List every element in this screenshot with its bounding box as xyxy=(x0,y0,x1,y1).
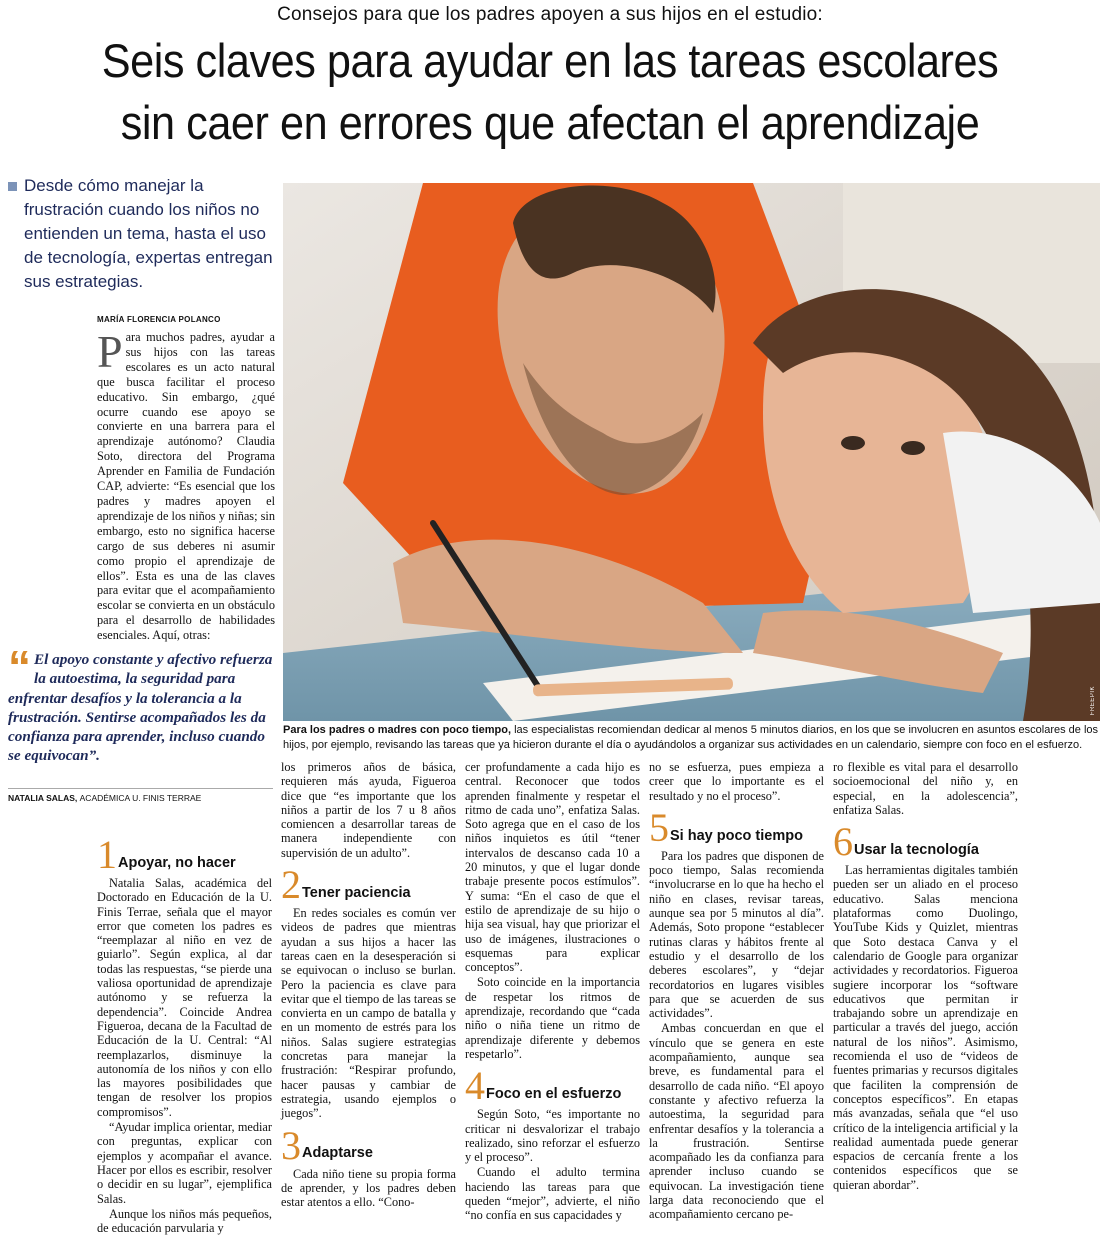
continued-paragraph: cer profundamente a cada hijo es central. Reconocer que todos aprenden finalmente y respetar el ritmo de cada uno”, enfatiza Salas. Soto agrega que en el caso de los niños inquietos es útil “tener intervalos de descanso cada 10 a 20 minutos, y que el lugar donde trabaje presente pocos estímulos”. Y suma: “En el caso de que el estilo de aprendizaje de su hijo o hija sea visual, hay que priorizar el uso de imágenes, ilustraciones o esquemas para explicar conceptos”. xyxy=(465,760,640,975)
section-paragraph: Para los padres que disponen de poco tiempo, Salas recomienda “involucrarse en lo que ha hecho el niño en clases, revisar tareas, aunque sea por 5 minutos al día”. Además, Soto propone “establecer rutinas claras y hábitos frente al estudio y el desarrollo de los deberes escolares”, y “dejar recordatorios en lugares visibles para que se acuerden de sus actividades”. xyxy=(649,848,824,1021)
section-number: 1 xyxy=(97,832,117,877)
continued-paragraph: no se esfuerza, pues empieza a creer que lo importante es el resultado y no el proceso”. xyxy=(649,760,824,803)
section-title: Tener paciencia xyxy=(302,884,411,901)
photo-illustration xyxy=(283,183,1100,721)
section-paragraph: En redes sociales es común ver videos de padres que mientras ayudan a sus hijos a hacer las tareas caen en la desesperación si se equivocan o incluso se burlan. Pero la paciencia es clave para evitar que el tiempo de las tareas se convierta en un campo de batalla y en un momento de estrés para los niños. Salas sugiere estrategias concretas para manejar la frustración: “Respirar profundo, hacer pausas y cambiar de estrategia, usando ejemplos o juegos”. xyxy=(281,906,456,1121)
column-4 xyxy=(649,760,824,1223)
column-2 xyxy=(281,760,456,1210)
column-3 xyxy=(465,760,640,1224)
byline: MARÍA FLORENCIA POLANCO xyxy=(97,315,221,324)
photo-caption xyxy=(283,723,1098,752)
headline-line-2: sin caer en errores que afectan el aprendizaje xyxy=(120,96,980,149)
section-2-heading xyxy=(281,862,456,908)
section-5-heading xyxy=(649,804,824,850)
section-paragraph: Aunque los niños más pequeños, de educación parvularia y xyxy=(97,1206,272,1236)
section-paragraph: Según Soto, “es importante no criticar ni desvalorizar el trabajo realizado, sino reforzar el esfuerzo y el proceso”. xyxy=(465,1107,640,1165)
dropcap: P xyxy=(97,326,123,377)
section-3-heading xyxy=(281,1122,456,1168)
section-1-heading xyxy=(97,832,272,877)
section-title: Si hay poco tiempo xyxy=(670,827,803,844)
lede-bullet-icon xyxy=(8,182,17,191)
section-paragraph: Las herramientas digitales también pueden ser un aliado en el proceso educativo. Salas menciona plataformas como Duolingo, YouTube Kids y Quizlet, mientras que Soto destaca Canva y el calendario de Google para organizar actividades y recordatorios. Figueroa sugiere incorporar los “software educativos que permitan ir trabajando sobre un aprendizaje en particular a través del juego, acción natural de los niños”. Asimismo, recomienda el uso de “videos de fuentes primarias y recursos digitales que faciliten la comprensión de conceptos específicos”. En etapas más avanzadas, señala que “el uso crítico de la inteligencia artificial y la realidad aumentada puede generar espacios de cercanía frente a los contenidos específicos que se quieran abordar”. xyxy=(833,863,1018,1192)
quote-text: El apoyo constante y afectivo refuerza la autoestima, la seguridad para enfrentar desafíos y la tolerancia a la frustración. Sentirse acompañados les da confianza para aprender, incluso cuando se equivocan”. xyxy=(8,651,273,765)
section-title: Usar la tecnología xyxy=(854,841,979,858)
section-6-heading xyxy=(833,819,1018,865)
intro-paragraph xyxy=(97,326,275,643)
article-photo xyxy=(283,183,1100,721)
caption-text: las especialistas recomiendan dedicar al menos 5 minutos diarios, en los que se involucren en asuntos escolares de los hijos, por ejemplo, revisando las tareas que ya hicieron durante el día o ayudándolos a organizar sus actividades en un calendario, siempre con foco en el esfuerzo. xyxy=(283,724,1099,751)
pull-quote xyxy=(8,641,273,766)
section-paragraph: Ambas concuerdan en que el vínculo que se genera en este acompañamiento, aunque sea breve, es fundamental para el desarrollo de cada niño. “El apoyo constante y afectivo refuerza la autoestima, la seguridad para enfrentar desafíos y la tolerancia a la frustración. Sentirse acompañado les da confianza para aprender incluso cuando se equivocan. La investigación tiene larga data reconociendo que el acompañamiento cercano pe- xyxy=(649,1021,824,1222)
section-number: 5 xyxy=(649,804,669,850)
continued-paragraph: los primeros años de básica, requieren más ayuda, Figueroa dice que “es importante que los niños a partir de los 7 u 8 años comiencen a desarrollar tareas de manera independiente con supervisión de un adulto”. xyxy=(281,760,456,860)
section-paragraph: Cada niño tiene su propia forma de aprender, y los padres deben estar atentos a ello. “Cono- xyxy=(281,1166,456,1210)
section-title: Foco en el esfuerzo xyxy=(486,1085,622,1102)
quote-role: ACADÉMICA U. FINIS TERRAE xyxy=(79,793,202,803)
continued-paragraph: ro flexible es vital para el desarrollo socioemocional del niño y, en especial, en la adolescencia”, enfatiza Salas. xyxy=(833,760,1018,817)
caption-bold: Para los padres o madres con poco tiempo, xyxy=(283,724,512,736)
section-paragraph: Cuando el adulto termina haciendo las tareas para que queden “mejor”, advierte, el niño “no confía en sus capacidades y xyxy=(465,1165,640,1223)
section-number: 6 xyxy=(833,819,853,865)
photo-credit: FREEPIK xyxy=(1090,685,1096,715)
quote-attribution xyxy=(8,793,201,803)
quote-mark-icon: “ xyxy=(8,641,31,693)
section-number: 4 xyxy=(465,1063,485,1109)
section-title: Apoyar, no hacer xyxy=(118,854,236,871)
section-paragraph: Natalia Salas, académica del Doctorado en Educación de la U. Finis Terrae, señala que el mayor error que cometen los padres es “reemplazar al niño en vez de guiarlo”. Según explica, al dar todas las respuestas, “se pierde una valiosa oportunidad de aprendizaje autónomo y se refuerza la dependencia”. Coincide Andrea Figueroa, decana de la Facultad de Educación de la U. Central: “Al reemplazarlos, disminuye la autonomía de los niños y con ello las mayores posibilidades que tengan de resolver los propios compromisos”. xyxy=(97,876,272,1119)
headline-line-1: Seis claves para ayudar en las tareas escolares xyxy=(101,34,999,87)
section-paragraph: “Ayudar implica orientar, mediar con preguntas, explicar con ejemplos y acompañar el avance. Hacer por ellos es escribir, resolver o decidir en su lugar”, ejemplifica Salas. xyxy=(97,1120,272,1206)
kicker: Consejos para que los padres apoyen a sus hijos en el estudio: xyxy=(277,4,823,25)
section-paragraph: Soto coincide en la importancia de respetar los ritmos de aprendizaje, recordando que “cada niño o niña tiene un ritmo de aprendizaje diferente y debemos respetarlo”. xyxy=(465,975,640,1061)
intro-text: ara muchos padres, ayudar a sus hijos con las tareas escolares es un acto natural que busca facilitar el proceso educativo. Sin embargo, ¿qué ocurre cuando ese apoyo se convierte en una barrera para el aprendizaje autónomo? Claudia Soto, directora del Programa Aprender en Familia de Fundación CAP, advierte: “Es esencial que los padres y madres apoyen el aprendizaje de los niños y niñas; sin embargo, esto no significa hacerse cargo de sus deberes ni asumir como propio el aprendizaje de ellos”. Esta es una de las claves para evitar que el acompañamiento escolar se convierta en un obstáculo para el desarrollo de habilidades esenciales. Aquí, otras: xyxy=(97,330,275,643)
column-5 xyxy=(833,760,1018,1193)
section-4-heading xyxy=(465,1063,640,1109)
section-number: 2 xyxy=(281,862,301,908)
quote-divider xyxy=(8,788,273,789)
lede: Desde cómo manejar la frustración cuando los niños no entienden un tema, hasta el uso de tecnología, expertas entregan sus estrategias. xyxy=(24,176,273,291)
section-title: Adaptarse xyxy=(302,1145,373,1162)
column-1 xyxy=(97,830,272,1236)
section-number: 3 xyxy=(281,1122,301,1168)
quote-author: NATALIA SALAS, xyxy=(8,793,78,803)
